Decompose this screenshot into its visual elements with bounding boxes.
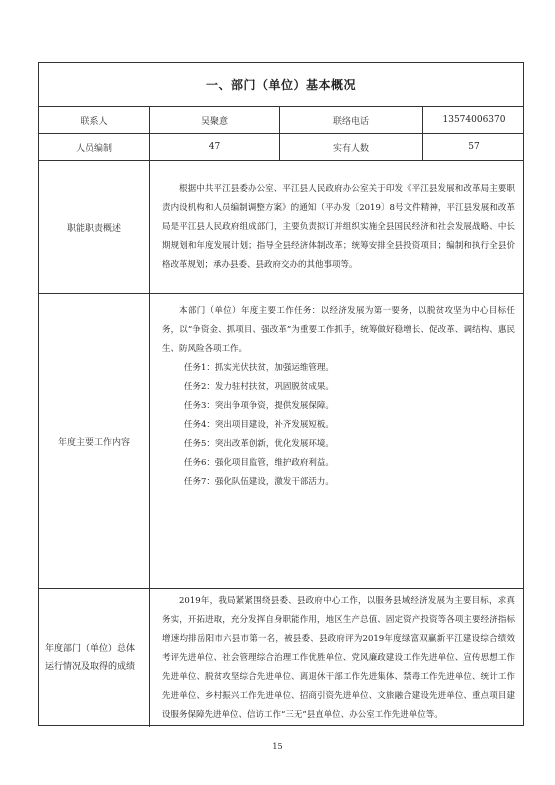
duties-text-block bbox=[150, 180, 525, 275]
staff-actual-value: 57 bbox=[422, 134, 525, 160]
performance-text: 2019年，我局紧紧围绕县委、县政府中心工作，以服务县域经济发展为主要目标，求真务实，开拓进取，充分发挥自身职能作用，地区生产总值、固定资产投资等各项主要经济指标增速均排岳阳市六县市第一名，被县委、县政府评为2019年度绿富双赢新平江建设综合绩效考评先进单位、社会管理综合治理工作优胜单位、党风廉政建设工作先进单位、宣传思想工作先进单位、脱贫攻坚综合先进单位、离退休干部工作先进集体、禁毒工作先进单位、统计工作先进单位、乡村振兴工作先进单位、招商引资先进单位、文旅融合建设先进单位、重点项目建设服务保障先进单位、信访工作“三无”县直单位、办公室工作先进单位等。 bbox=[162, 595, 515, 720]
phone-label: 联络电话 bbox=[279, 107, 422, 133]
staff-row bbox=[39, 134, 523, 161]
section-title-row bbox=[39, 63, 523, 107]
section-title: 一、部门（单位）基本概况 bbox=[205, 78, 356, 92]
annual-work-content bbox=[150, 294, 525, 492]
duties-label: 职能职责概述 bbox=[66, 223, 121, 234]
annual-work-cell bbox=[149, 294, 525, 588]
performance-cell bbox=[149, 589, 525, 727]
annual-work-intro: 本部门（单位）年度主要工作任务：以经济发展为第一要务，以脱贫攻坚为中心目标任务，以“争资金、抓项目、强改革”为重要工作抓手，统筹做好稳增长、促改革、调结构、惠民生、防风险各项工作。 bbox=[162, 306, 515, 354]
task-item: 任务7：强化队伍建设，激发干部活力。 bbox=[184, 477, 334, 487]
annual-work-label: 年度主要工作内容 bbox=[57, 437, 130, 448]
task-item: 任务2：发力驻村扶贫，巩固脱贫成果。 bbox=[184, 382, 334, 392]
staff-quota-value: 47 bbox=[149, 134, 279, 160]
task-item: 任务4：突出项目建设，补齐发展短板。 bbox=[184, 420, 334, 430]
performance-label: 年度部门（单位）总体运行情况及取得的成绩 bbox=[45, 644, 136, 672]
staff-actual-label: 实有人数 bbox=[279, 134, 422, 160]
annual-work-row bbox=[39, 294, 523, 589]
page-number: 15 bbox=[272, 742, 283, 751]
performance-text-block bbox=[150, 592, 525, 725]
duties-row bbox=[39, 161, 523, 294]
staff-quota-label: 人员编制 bbox=[75, 143, 112, 154]
contact-label: 联系人 bbox=[80, 116, 108, 127]
performance-row bbox=[39, 589, 523, 727]
task-item: 任务5：突出改革创新，优化发展环境。 bbox=[184, 439, 334, 449]
contact-row bbox=[39, 107, 523, 134]
duties-text: 根据中共平江县委办公室、平江县人民政府办公室关于印发《平江县发展和改革局主要职责内设机构和人员编制调整方案》的通知（平办发〔2019〕8号文件精神，平江县发展和改革局是平江县人民政府组成部门，主要负责拟订并组织实施全县国民经济和社会发展战略、中长期规划和年度发展计划；指导全县经济体制改革；统筹安排全县投资项目；编制和执行全县价格改革规划；承办县委、县政府交办的其他事项等。 bbox=[162, 183, 515, 270]
task-item: 任务1：抓实光伏扶贫，加强运维管理。 bbox=[184, 363, 334, 373]
overview-table bbox=[38, 62, 524, 726]
duties-cell bbox=[149, 161, 525, 293]
phone-number: 13574006370 bbox=[422, 107, 525, 133]
task-item: 任务3：突出争项争资，提供发展保障。 bbox=[184, 401, 334, 411]
task-item: 任务6：强化项目监管，维护政府利益。 bbox=[184, 458, 334, 468]
contact-name: 吴聚意 bbox=[149, 107, 279, 133]
